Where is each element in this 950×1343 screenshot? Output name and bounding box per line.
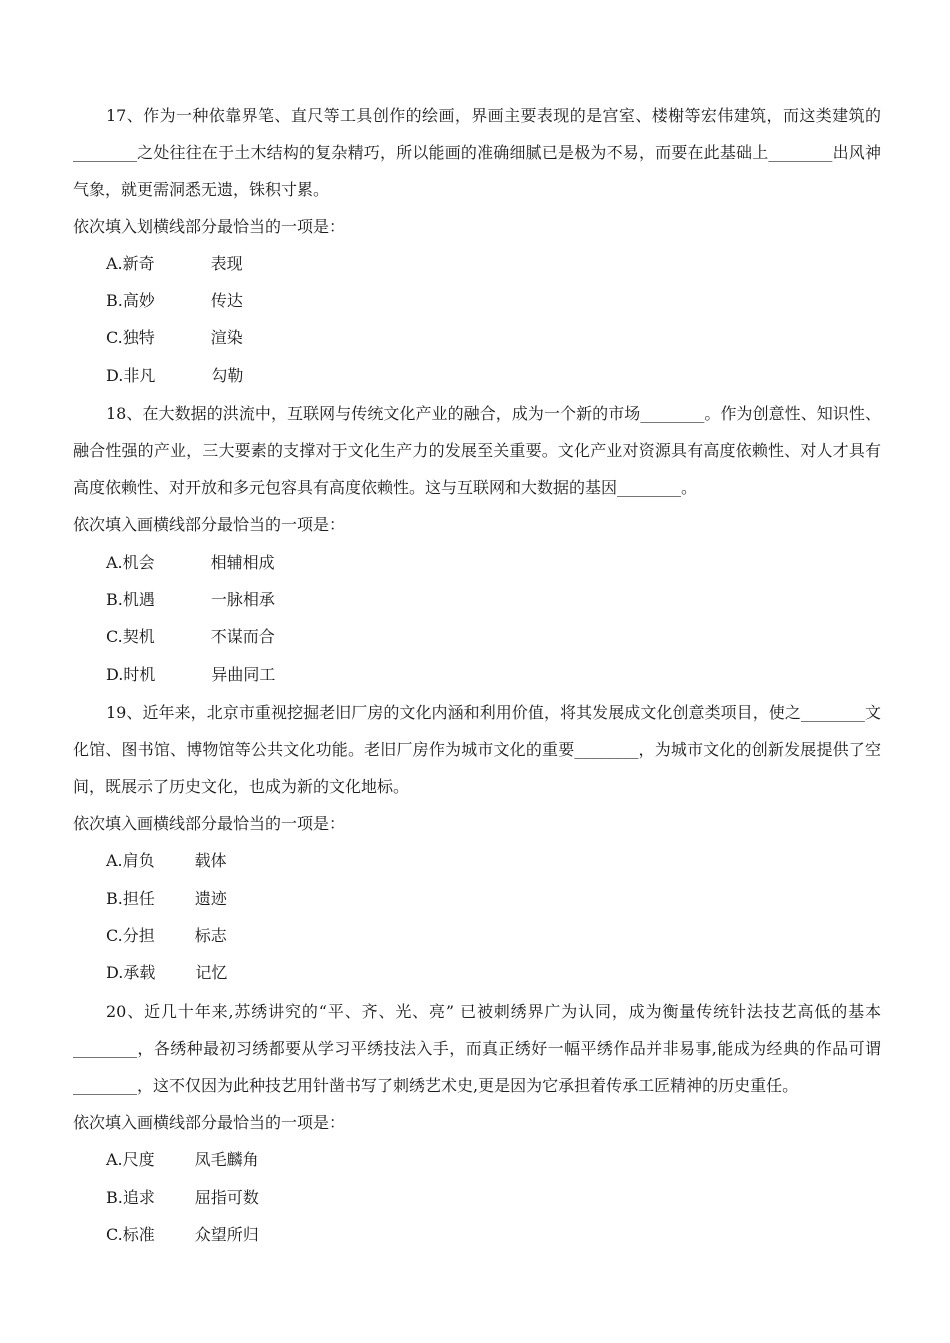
option-word-1: 尺度 [122, 1150, 155, 1169]
option-letter: D. [106, 366, 124, 385]
option-word-1: 新奇 [122, 254, 155, 273]
option-word-1: 标准 [122, 1225, 155, 1244]
question-17-stem: 17、作为一种依靠界笔、直尺等工具创作的绘画，界画主要表现的是宫室、楼榭等宏伟建筑，而这类建筑的________之处往往在于土木结构的复杂精巧，所以能画的准确细腻已是极为不易，而要在此基础上________出风神气象，就更需洞悉无遗，铢积寸累。 [73, 106, 881, 199]
option-word-2: 屈指可数 [194, 1188, 259, 1207]
option-word-1: 担任 [122, 889, 155, 908]
option-letter: B. [106, 889, 123, 908]
option-word-1: 机会 [122, 553, 155, 572]
question-17-option-c [106, 319, 243, 356]
question-19-prompt: 依次填入画横线部分最恰当的一项是： [73, 814, 346, 833]
option-letter: A. [106, 254, 123, 273]
option-word-2: 众望所归 [194, 1225, 259, 1244]
question-19-option-b [106, 880, 227, 917]
option-word-2: 一脉相承 [210, 590, 275, 609]
option-letter: C. [106, 328, 123, 347]
question-20-stem: 20、近几十年来,苏绣讲究的“平、齐、光、亮” 已被刺绣界广为认同，成为衡量传统针法技艺高低的基本________，各绣种最初习绣都要从学习平绣技法入手，而真正绣好一幅平绣作品并非易事,能成为经典的作品可谓________，这不仅因为此种技艺用针凿书写了刺绣艺术史,更是因为它承担着传承工匠精神的历史重任。 [73, 1002, 881, 1095]
question-17-prompt: 依次填入划横线部分最恰当的一项是： [73, 217, 346, 236]
option-word-2: 遗迹 [194, 889, 227, 908]
option-word-1: 时机 [123, 665, 156, 684]
question-18-option-b [106, 581, 275, 618]
option-word-2: 异曲同工 [211, 665, 276, 684]
option-letter: D. [106, 665, 124, 684]
option-word-2: 标志 [194, 926, 227, 945]
question-18-prompt: 依次填入画横线部分最恰当的一项是： [73, 515, 346, 534]
option-word-2: 勾勒 [211, 366, 244, 385]
option-letter: A. [106, 851, 123, 870]
option-word-2: 渲染 [210, 328, 243, 347]
option-word-1: 承载 [123, 963, 156, 982]
option-letter: B. [106, 1188, 123, 1207]
option-word-1: 契机 [122, 627, 155, 646]
option-letter: B. [106, 291, 123, 310]
option-word-1: 高妙 [122, 291, 155, 310]
option-word-2: 不谋而合 [210, 627, 275, 646]
option-word-2: 凤毛麟角 [194, 1150, 259, 1169]
option-letter: A. [106, 1150, 123, 1169]
question-18-option-a [106, 544, 275, 581]
question-20-option-b [106, 1179, 259, 1216]
option-word-1: 肩负 [122, 851, 155, 870]
option-word-2: 相辅相成 [210, 553, 275, 572]
option-letter: A. [106, 553, 123, 572]
question-18-option-c [106, 618, 275, 655]
question-20-prompt: 依次填入画横线部分最恰当的一项是： [73, 1113, 346, 1132]
option-word-1: 追求 [122, 1188, 155, 1207]
option-letter: C. [106, 627, 123, 646]
option-word-2: 表现 [210, 254, 243, 273]
question-17-option-a [106, 245, 243, 282]
option-letter: C. [106, 1225, 123, 1244]
question-20-option-a [106, 1141, 259, 1178]
option-word-2: 传达 [210, 291, 243, 310]
option-word-1: 独特 [122, 328, 155, 347]
option-letter: D. [106, 963, 124, 982]
question-17-option-b [106, 282, 243, 319]
option-letter: B. [106, 590, 123, 609]
question-19-option-c [106, 917, 227, 954]
question-18-stem: 18、在大数据的洪流中，互联网与传统文化产业的融合，成为一个新的市场________。作为创意性、知识性、融合性强的产业，三大要素的支撑对于文化生产力的发展至关重要。文化产业对资源具有高度依赖性、对人才具有高度依赖性、对开放和多元包容具有高度依赖性。这与互联网和大数据的基因________。 [73, 404, 881, 497]
option-letter: C. [106, 926, 123, 945]
question-18-option-d [106, 656, 275, 693]
question-17-option-d [106, 357, 243, 394]
question-20-option-c [106, 1216, 259, 1253]
option-word-2: 载体 [194, 851, 227, 870]
option-word-1: 非凡 [123, 366, 156, 385]
question-19-option-a [106, 842, 227, 879]
question-19-option-d [106, 954, 227, 991]
option-word-2: 记忆 [195, 963, 228, 982]
question-19-stem: 19、近年来，北京市重视挖掘老旧厂房的文化内涵和利用价值，将其发展成文化创意类项目，使之________文化馆、图书馆、博物馆等公共文化功能。老旧厂房作为城市文化的重要________，为城市文化的创新发展提供了空间，既展示了历史文化，也成为新的文化地标。 [73, 703, 881, 796]
option-word-1: 分担 [122, 926, 155, 945]
option-word-1: 机遇 [122, 590, 155, 609]
